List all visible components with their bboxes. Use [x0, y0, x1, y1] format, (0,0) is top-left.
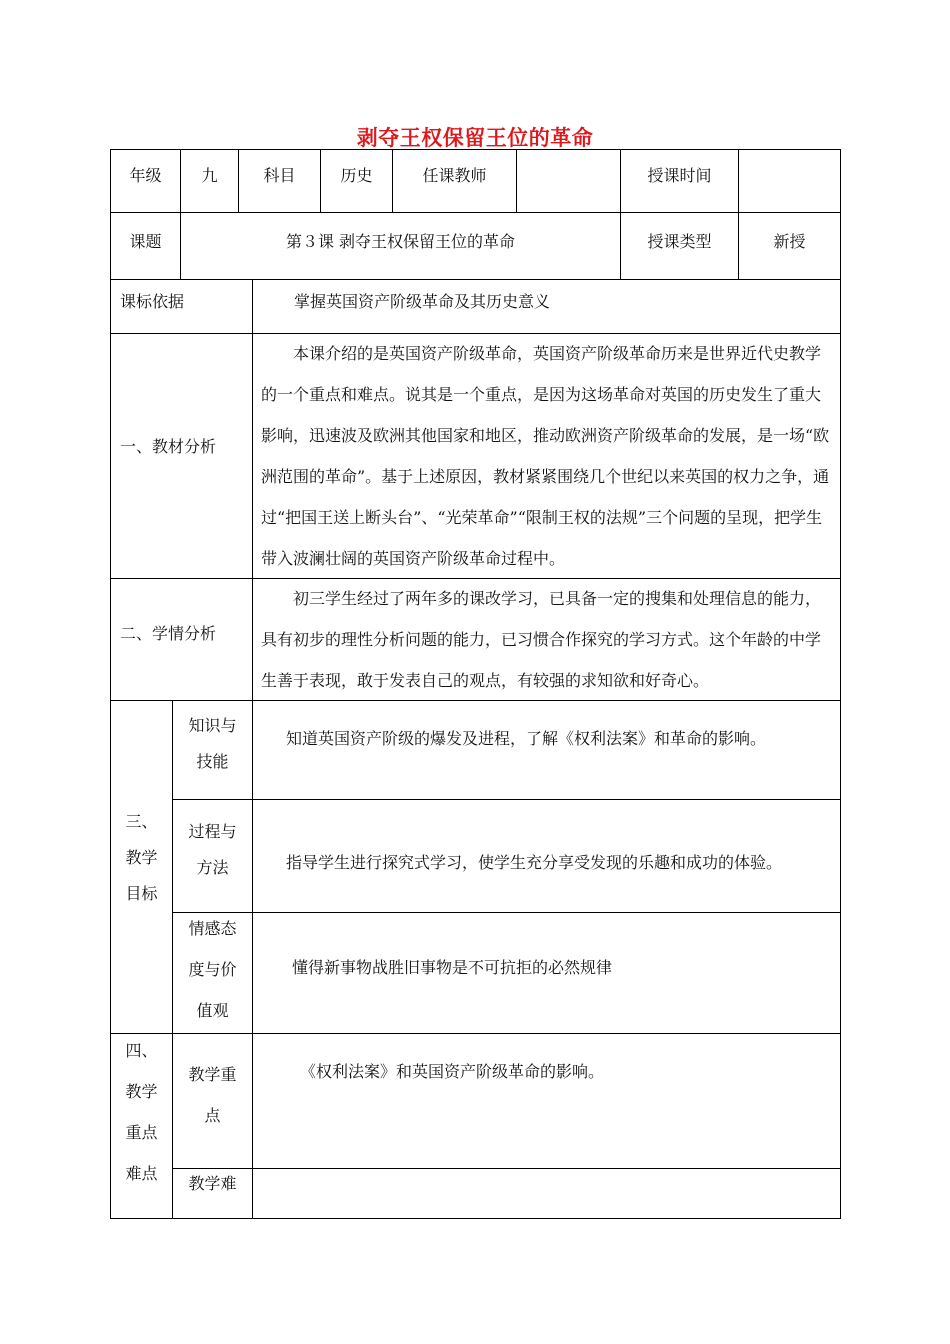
emotion-values-text: 懂得新事物战胜旧事物是不可抗拒的必然规律 — [292, 958, 613, 977]
subject-value: 历史 — [340, 166, 373, 185]
process-methods-text: 指导学生进行探究式学习，使学生充分享受发现的乐趣和成功的体验。 — [286, 853, 783, 872]
knowledge-skills-text: 知道英国资产阶级的爆发及进程，了解《权利法案》和革命的影响。 — [286, 729, 767, 748]
key-points-label: 教学重 点 — [188, 1065, 237, 1125]
teacher-label: 任课教师 — [422, 166, 487, 185]
key-points-text: 《权利法案》和英国资产阶级革命的影响。 — [300, 1062, 605, 1081]
textbook-analysis-text: 本课介绍的是英国资产阶级革命，英国资产阶级革命历来是世界近代史教学的一个重点和难点。说其是一个重点，是因为这场革命对英国的历史发生了重大影响，迅速波及欧洲其他国家和地区，推动欧洲资产阶级革命的发展，是一场“欧洲范围的革命”。基于上述原因，教材紧紧围绕几个世纪以来英国的权力之争，通过“把国王送上断头台”、“光荣革命”“限制王权的法规”三个问题的呈现，把学生带入波澜壮阔的英国资产阶级革命过程中。 — [261, 344, 830, 568]
basis-value: 掌握英国资产阶级革命及其历史意义 — [294, 292, 551, 311]
basis-label: 课标依据 — [120, 292, 185, 311]
grade-label: 年级 — [129, 166, 162, 185]
type-label: 授课类型 — [647, 232, 712, 251]
grade-value: 九 — [201, 166, 218, 185]
time-label: 授课时间 — [647, 166, 712, 185]
emotion-values-label: 情感态 度与价 值观 — [188, 919, 237, 1020]
key-difficult-points-label: 四、 教学 重点 难点 — [125, 1041, 158, 1183]
type-value: 新授 — [773, 232, 806, 251]
topic-label: 课题 — [129, 232, 162, 251]
student-analysis-label: 二、学情分析 — [120, 624, 217, 643]
subject-label: 科目 — [263, 166, 296, 185]
teaching-goals-label: 三、 教学 目标 — [125, 812, 158, 903]
student-analysis-text: 初三学生经过了两年多的课改学习，已具备一定的搜集和处理信息的能力，具有初步的理性分析问题的能力，已习惯合作探究的学习方式。这个年龄的中学生善于表现，敢于发表自己的观点，有较强的求知欲和好奇心。 — [261, 589, 822, 690]
textbook-analysis-label: 一、教材分析 — [120, 437, 217, 456]
topic-value: 第３课 剥夺王权保留王位的革命 — [285, 232, 516, 251]
document-title: 剥夺王权保留王位的革命 — [356, 126, 594, 150]
difficult-points-label: 教学难 — [188, 1174, 237, 1193]
knowledge-skills-label: 知识与 技能 — [188, 716, 237, 771]
process-methods-label: 过程与 方法 — [188, 822, 237, 877]
